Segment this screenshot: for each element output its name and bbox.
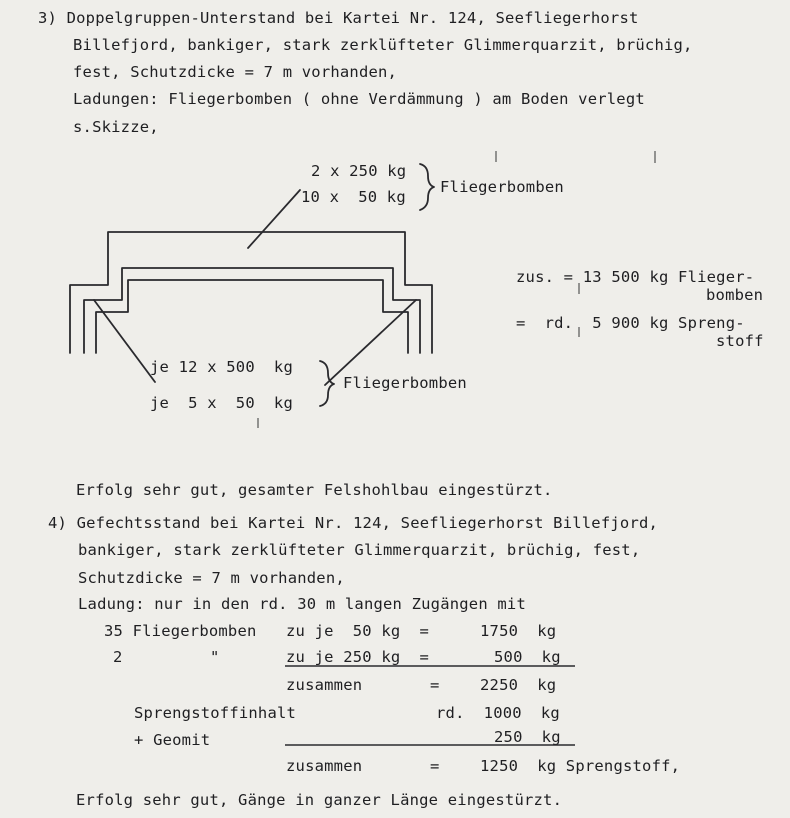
summary-line-2b: stoff (716, 332, 764, 350)
calc-r3-b: = (430, 676, 440, 694)
section4-line-2: bankiger, stark zerklüfteter Glimmerquarzit, brüchig, fest, (78, 541, 641, 559)
calc-r6-b: = (430, 757, 440, 775)
calc-r1-b: zu je 50 kg = (286, 622, 429, 640)
sketch-top-label: Fliegerbomben (440, 178, 564, 196)
section3-line-1: 3) Doppelgruppen-Unterstand bei Kartei Nr. 124, Seefliegerhorst (38, 9, 639, 27)
calc-r3-a: zusammen (286, 676, 363, 694)
section3-line-3: fest, Schutzdicke = 7 m vorhanden, (73, 63, 398, 81)
calc-r4-b: rd. 1000 kg (436, 704, 560, 722)
calc-r2-d: 500 kg (494, 648, 561, 666)
calc-r2-b: " (210, 648, 220, 666)
section4-line-1: 4) Gefechtsstand bei Kartei Nr. 124, Seefliegerhorst Billefjord, (48, 514, 659, 532)
section3-result: Erfolg sehr gut, gesamter Felshohlbau eingestürzt. (76, 481, 553, 499)
sketch-bottom-label: Fliegerbomben (343, 374, 467, 392)
summary-line-1: zus. = 13 500 kg Flieger- (516, 268, 755, 286)
section3-line-4: Ladungen: Fliegerbomben ( ohne Verdämmung ) am Boden verlegt (73, 90, 645, 108)
calc-r2-a: 2 (113, 648, 123, 666)
sketch-bottom-line-2: je 5 x 50 kg (150, 394, 293, 412)
section3-line-5: s.Skizze, (73, 118, 159, 136)
calc-r2-c: zu je 250 kg = (286, 648, 429, 666)
sketch-bottom-line-1: je 12 x 500 kg (150, 358, 293, 376)
section4-line-4: Ladung: nur in den rd. 30 m langen Zugängen mit (78, 595, 526, 613)
calc-r5-b: 250 kg (494, 728, 561, 746)
summary-line-1b: bomben (706, 286, 764, 304)
calc-r6-c: 1250 kg Sprengstoff, (480, 757, 681, 775)
calc-r5-a: + Geomit (134, 731, 211, 749)
section4-result: Erfolg sehr gut, Gänge in ganzer Länge eingestürzt. (76, 791, 563, 809)
section3-line-2: Billefjord, bankiger, stark zerklüfteter Glimmerquarzit, brüchig, (73, 36, 693, 54)
calc-r1-a: 35 Fliegerbomben (104, 622, 257, 640)
section4-line-3: Schutzdicke = 7 m vorhanden, (78, 569, 345, 587)
calc-r4-a: Sprengstoffinhalt (134, 704, 297, 722)
calc-r6-a: zusammen (286, 757, 363, 775)
calc-r1-c: 1750 kg (480, 622, 557, 640)
summary-line-2: = rd. 5 900 kg Spreng- (516, 314, 745, 332)
calc-r3-c: 2250 kg (480, 676, 557, 694)
sketch-top-line-1: 2 x 250 kg (311, 162, 407, 180)
sketch-top-line-2: 10 x 50 kg (301, 188, 406, 206)
